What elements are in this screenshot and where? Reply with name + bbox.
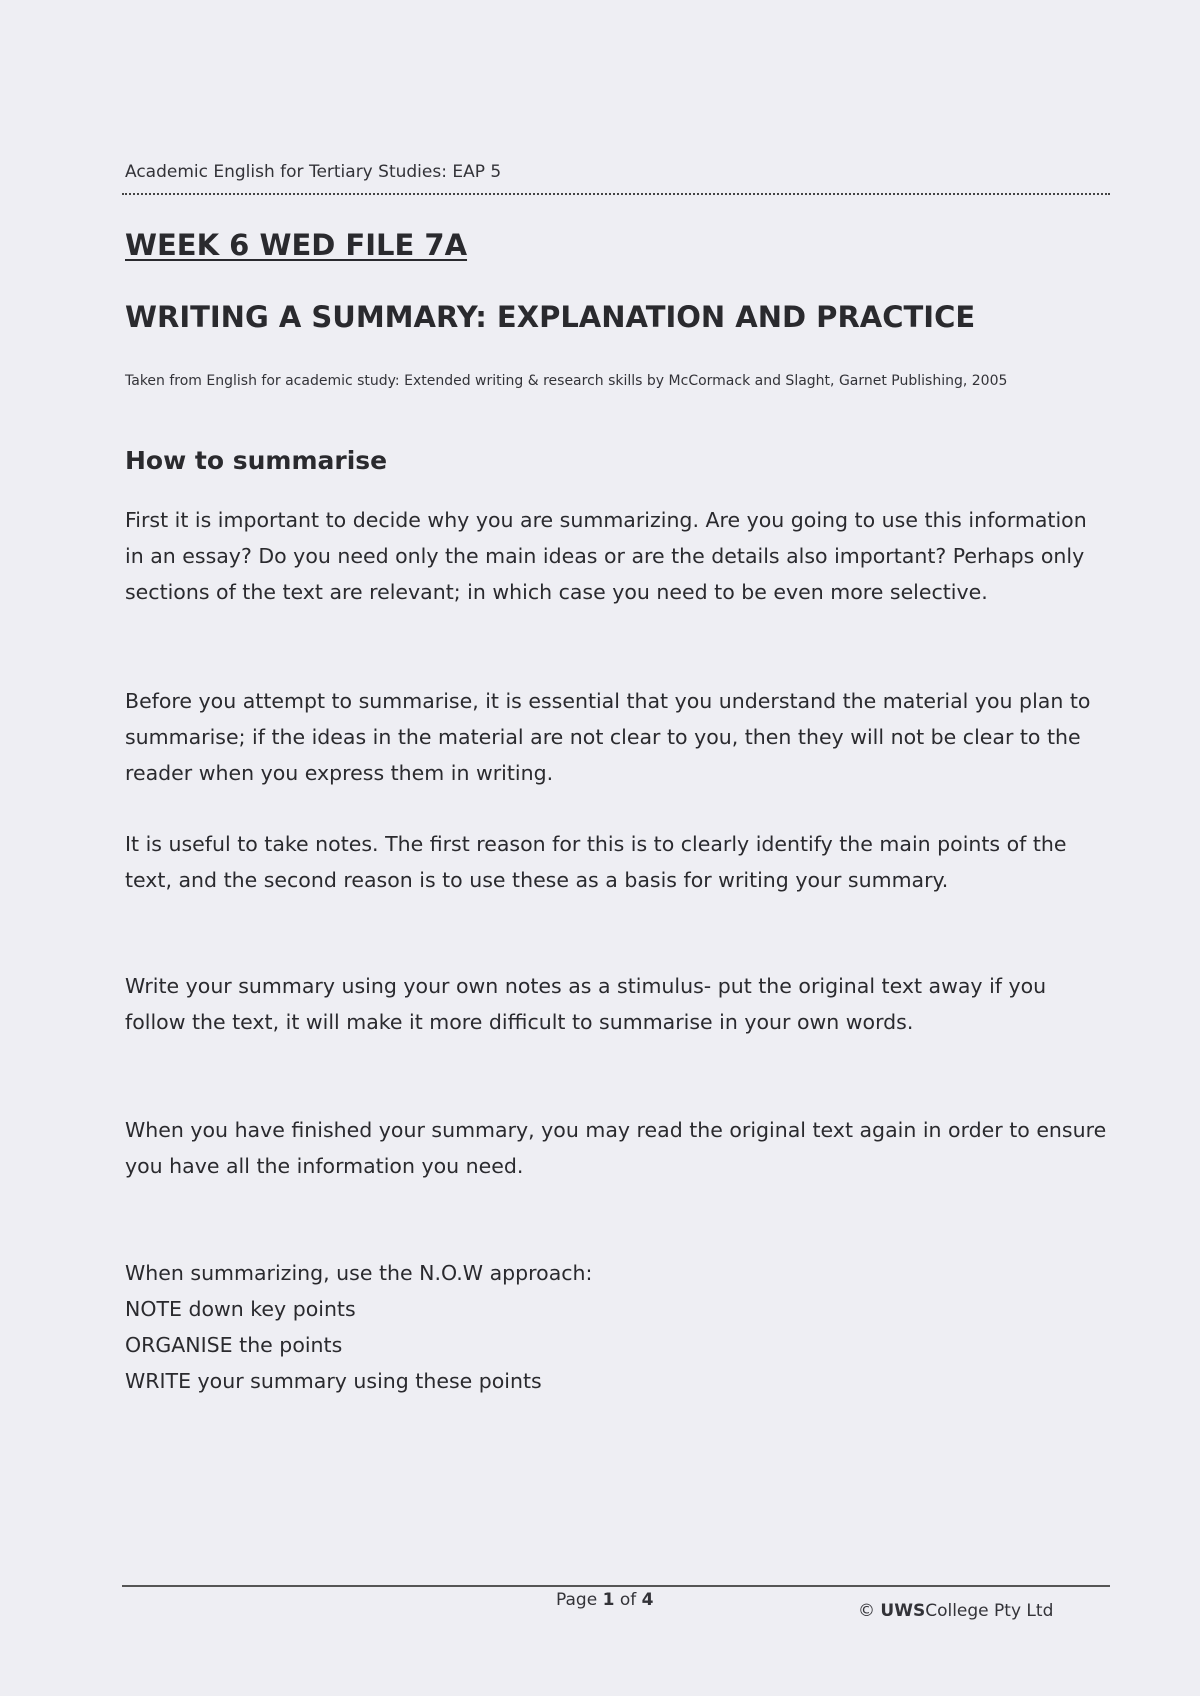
section-heading: How to summarise: [125, 446, 388, 475]
copyright-brand: UWS: [880, 1601, 926, 1621]
footer-divider: [122, 1585, 1110, 1587]
header-divider: [122, 193, 1110, 195]
running-header: Academic English for Tertiary Studies: EAP 5: [125, 162, 502, 182]
now-approach: [125, 1255, 1110, 1399]
document-subtitle: WRITING A SUMMARY: EXPLANATION AND PRACTICE: [125, 300, 976, 334]
copyright-notice: [858, 1601, 1053, 1621]
page-prefix: Page: [556, 1590, 598, 1610]
page-of: of: [619, 1590, 637, 1610]
page-total: 4: [641, 1590, 654, 1610]
paragraph-purpose: First it is important to decide why you are summarizing. Are you going to use this information in an essay? Do you need only the main ideas or are the details also important? Perhaps only sections of the text are relevant; in which case you need to be even more selective.: [125, 508, 1087, 604]
copyright-rest: College Pty Ltd: [925, 1601, 1054, 1621]
paragraph-notes: It is useful to take notes. The first reason for this is to clearly identify the main points of the text, and the second reason is to use these as a basis for writing your summary.: [125, 832, 1067, 892]
now-intro: When summarizing, use the N.O.W approach:: [125, 1261, 593, 1285]
now-step-note: NOTE down key points: [125, 1297, 356, 1321]
document-title: WEEK 6 WED FILE 7A: [125, 228, 468, 262]
paragraph-review: When you have finished your summary, you may read the original text again in order to ensure you have all the information you need.: [125, 1118, 1107, 1178]
paragraph-understanding: Before you attempt to summarise, it is essential that you understand the material you plan to summarise; if the ideas in the material are not clear to you, then they will not be clear to the reader when you express them in writing.: [125, 689, 1091, 785]
now-step-organise: ORGANISE the points: [125, 1333, 343, 1357]
page-current: 1: [602, 1590, 615, 1610]
source-citation: Taken from English for academic study: Extended writing & research skills by McCormack and Slaght, Garnet Publishing, 2005: [125, 373, 1008, 389]
now-step-write: WRITE your summary using these points: [125, 1369, 542, 1393]
copyright-symbol: ©: [858, 1601, 875, 1621]
page-number: [556, 1590, 653, 1610]
paragraph-writing: Write your summary using your own notes as a stimulus- put the original text away if you follow the text, it will make it more difficult to summarise in your own words.: [125, 974, 1047, 1034]
